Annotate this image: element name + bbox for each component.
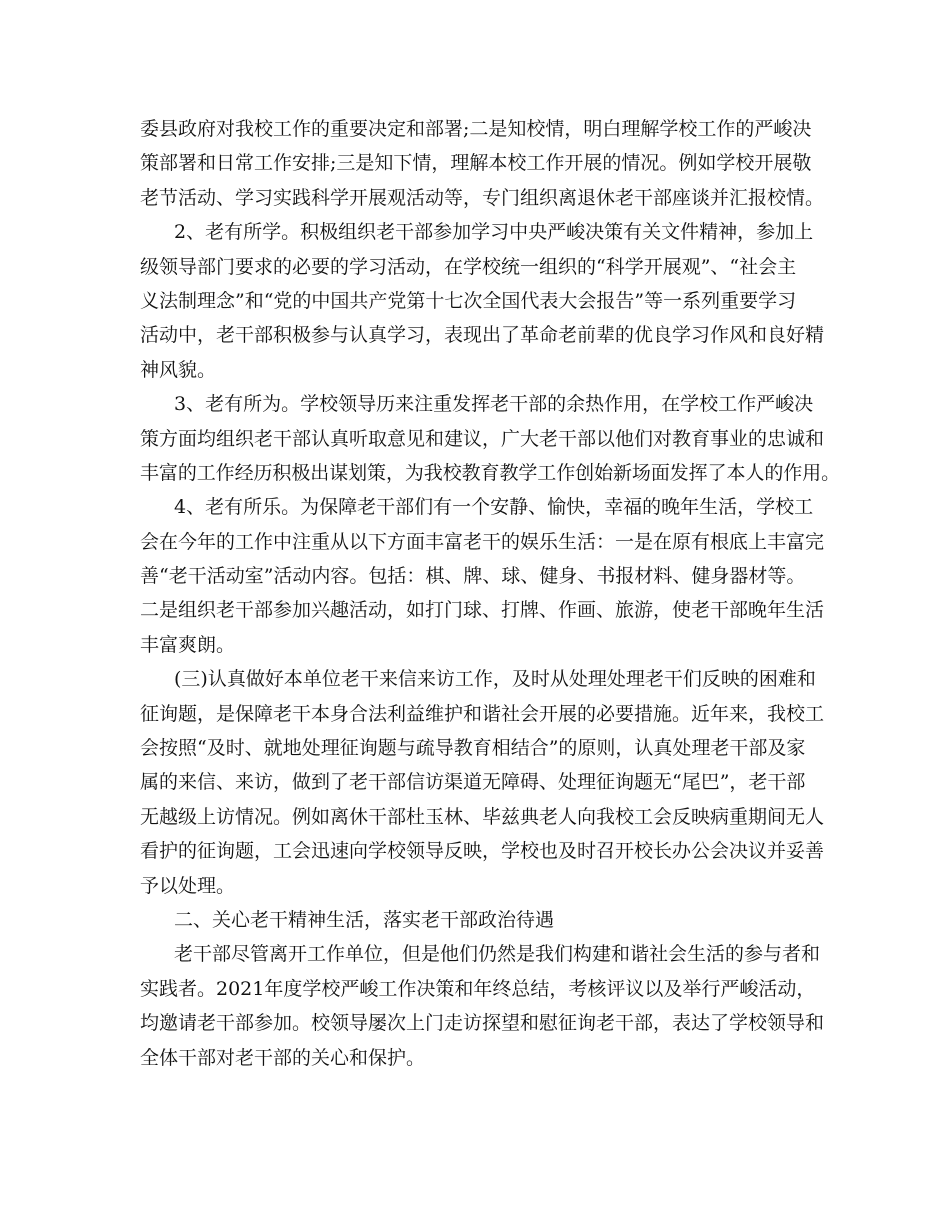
text-line: 善“老干活动室”活动内容。包括：棋、牌、球、健身、书报材料、健身器材等。 bbox=[140, 565, 806, 588]
text-line: 策方面均组织老干部认真听取意见和建议，广大老干部以他们对教育事业的忠诚和 bbox=[140, 427, 825, 450]
text-line: 均邀请老干部参加。校领导屡次上门走访探望和慰征询老干部，表达了学校领导和 bbox=[140, 1012, 825, 1035]
text-line: 义法制理念”和“党的中国共产党第十七次全国代表大会报告”等一系列重要学习 bbox=[140, 289, 797, 312]
text-line: 无越级上访情况。例如离休干部杜玉林、毕兹典老人向我校工会反映病重期间无人 bbox=[140, 805, 825, 828]
text-line: 策部署和日常工作安排;三是知下情，理解本校工作开展的情况。例如学校开展敬 bbox=[140, 152, 812, 175]
text-line: 2、老有所学。积极组织老干部参加学习中央严峻决策有关文件精神，参加上 bbox=[174, 221, 814, 244]
text-line: 活动中，老干部积极参与认真学习，表现出了革命老前辈的优良学习作风和良好精 bbox=[140, 324, 825, 347]
text-line: 会按照“及时、就地处理征询题与疏导教育相结合”的原则，认真处理老干部及家 bbox=[140, 737, 806, 760]
text-line: 老干部尽管离开工作单位，但是他们仍然是我们构建和谐社会生活的参与者和 bbox=[174, 943, 821, 966]
text-line: 老节活动、学习实践科学开展观活动等，专门组织离退休老干部座谈并汇报校情。 bbox=[140, 186, 825, 209]
text-line: 属的来信、来访，做到了老干部信访渠道无障碍、处理征询题无“尾巴”，老干部 bbox=[140, 771, 806, 794]
text-line: 实践者。2021年度学校严峻工作决策和年终总结，考核评议以及举行严峻活动， bbox=[140, 977, 816, 1000]
text-line: 4、老有所乐。为保障老干部们有一个安静、愉快，幸福的晚年生活，学校工 bbox=[174, 496, 814, 519]
text-line: 神风貌。 bbox=[140, 358, 217, 381]
text-line: 征询题，是保障老干本身合法利益维护和谐社会开展的必要措施。近年来，我校工 bbox=[140, 702, 825, 725]
text-line: 丰富爽朗。 bbox=[140, 633, 236, 656]
text-line: 丰富的工作经历积极出谋划策，为我校教育教学工作创始新场面发挥了本人的作用。 bbox=[140, 461, 841, 484]
text-line: 二、关心老干精神生活，落实老干部政治待遇 bbox=[174, 908, 555, 931]
text-line: 3、老有所为。学校领导历来注重发挥老干部的余热作用，在学校工作严峻决 bbox=[174, 393, 814, 416]
text-line: 全体干部对老干部的关心和保护。 bbox=[140, 1046, 426, 1069]
document-body bbox=[140, 112, 841, 1075]
text-line: 予以处理。 bbox=[140, 874, 236, 897]
text-line: 看护的征询题，工会迅速向学校领导反映，学校也及时召开校长办公会决议并妥善 bbox=[140, 840, 825, 863]
text-line: 委县政府对我校工作的重要决定和部署;二是知校情，明白理解学校工作的严峻决 bbox=[140, 118, 812, 140]
text-line: 级领导部门要求的必要的学习活动，在学校统一组织的“科学开展观”、“社会主 bbox=[140, 255, 797, 278]
text-line: 二是组织老干部参加兴趣活动，如打门球、打牌、作画、旅游，使老干部晚年生活 bbox=[140, 599, 825, 622]
text-line: (三)认真做好本单位老干来信来访工作，及时从处理处理老干们反映的困难和 bbox=[174, 668, 816, 691]
text-line: 会在今年的工作中注重从以下方面丰富老干的娱乐生活：一是在原有根底上丰富完 bbox=[140, 530, 825, 553]
